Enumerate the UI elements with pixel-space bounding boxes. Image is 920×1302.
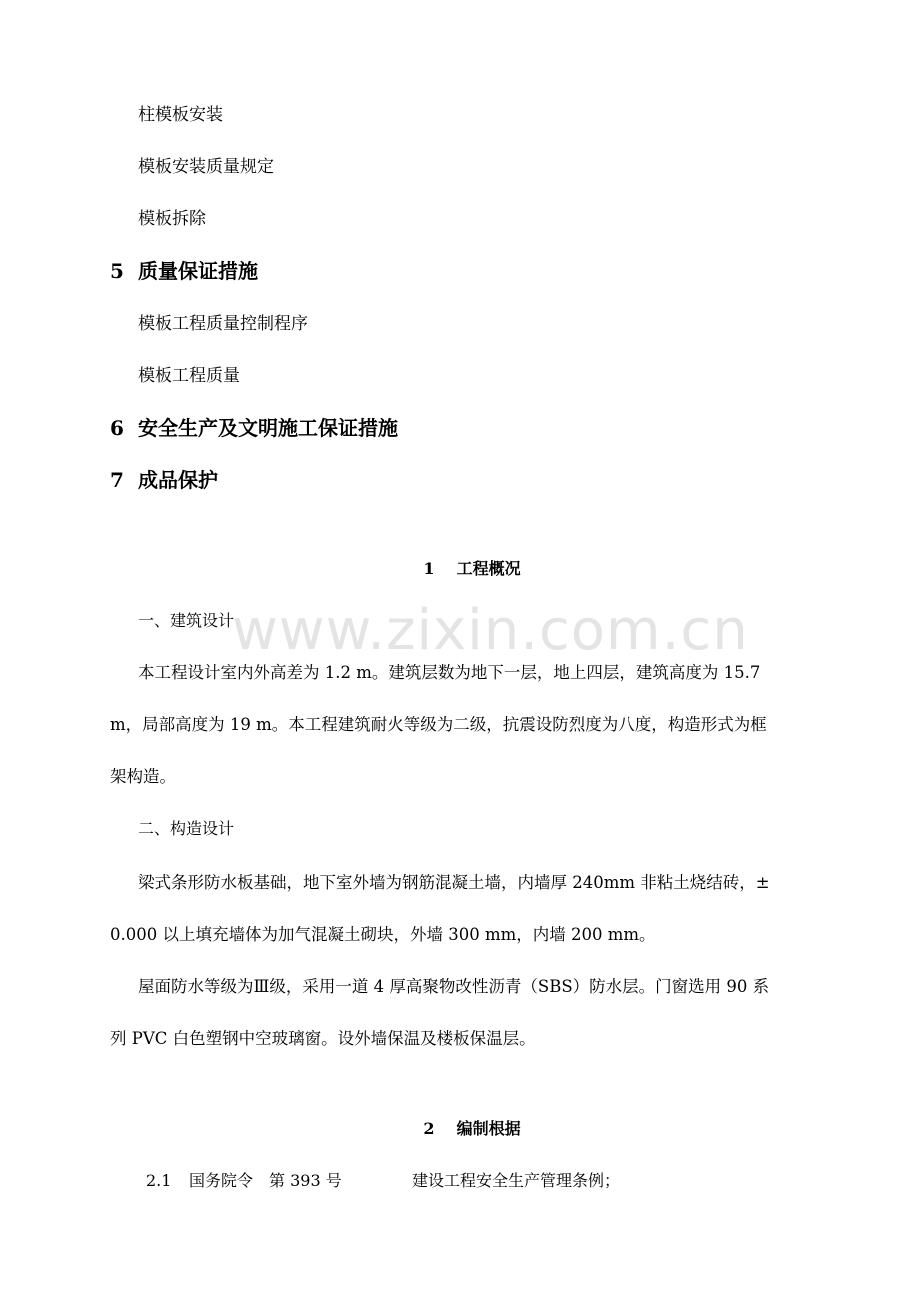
toc-section-6[interactable] xyxy=(110,415,398,441)
toc-item-column-install[interactable]: 柱模板安装 xyxy=(138,105,223,125)
architectural-para-line: m，局部高度为 19 m。本工程建筑耐火等级为二级，抗震设防烈度为八度，构造形式为框 xyxy=(110,715,767,734)
section-1-number: 1 xyxy=(423,559,435,578)
section-2-title xyxy=(0,1118,920,1140)
roofing-para-line: 屋面防水等级为Ⅲ级，采用一道 4 厚高聚物改性沥青（SBS）防水层。门窗选用 90 系 xyxy=(138,977,770,996)
section-1-title xyxy=(0,558,920,580)
toc-section-6-number: 6 xyxy=(110,416,124,440)
roofing-para-line: 列 PVC 白色塑钢中空玻璃窗。设外墙保温及楼板保温层。 xyxy=(110,1029,536,1048)
toc-item-install-quality[interactable]: 模板安装质量规定 xyxy=(138,157,274,177)
toc-section-5-title: 质量保证措施 xyxy=(138,259,258,283)
structural-para-line: 梁式条形防水板基础，地下室外墙为钢筋混凝土墙，内墙厚 240mm 非粘土烧结砖，± xyxy=(138,873,770,892)
toc-item-quality[interactable]: 模板工程质量 xyxy=(138,366,240,386)
toc-section-6-title: 安全生产及文明施工保证措施 xyxy=(138,416,398,440)
reference-source: 国务院令 第 393 号 xyxy=(189,1171,342,1190)
toc-section-5[interactable] xyxy=(110,258,258,284)
section-2-heading: 编制根据 xyxy=(456,1119,521,1138)
reference-title: 建设工程安全生产管理条例； xyxy=(412,1171,621,1190)
section-1-heading: 工程概况 xyxy=(456,559,521,578)
toc-item-quality-control[interactable]: 模板工程质量控制程序 xyxy=(138,314,308,334)
architectural-para-line: 架构造。 xyxy=(110,767,176,786)
toc-section-7[interactable] xyxy=(110,467,218,493)
structural-para-line: 0.000 以上填充墙体为加气混凝土砌块，外墙 300 mm，内墙 200 mm。 xyxy=(110,925,656,944)
architectural-design-heading: 一、建筑设计 xyxy=(138,611,235,630)
watermark: www.zixin.com.cn xyxy=(232,598,749,663)
toc-section-5-number: 5 xyxy=(110,259,124,283)
toc-section-7-number: 7 xyxy=(110,468,124,492)
reference-number: 2.1 xyxy=(146,1171,172,1190)
structural-design-heading: 二、构造设计 xyxy=(138,819,235,838)
section-2-number: 2 xyxy=(423,1119,435,1138)
toc-item-removal[interactable]: 模板拆除 xyxy=(138,209,206,229)
architectural-para-line: 本工程设计室内外高差为 1.2 m。建筑层数为地下一层，地上四层，建筑高度为 15.7 xyxy=(138,663,761,682)
toc-section-7-title: 成品保护 xyxy=(138,468,218,492)
